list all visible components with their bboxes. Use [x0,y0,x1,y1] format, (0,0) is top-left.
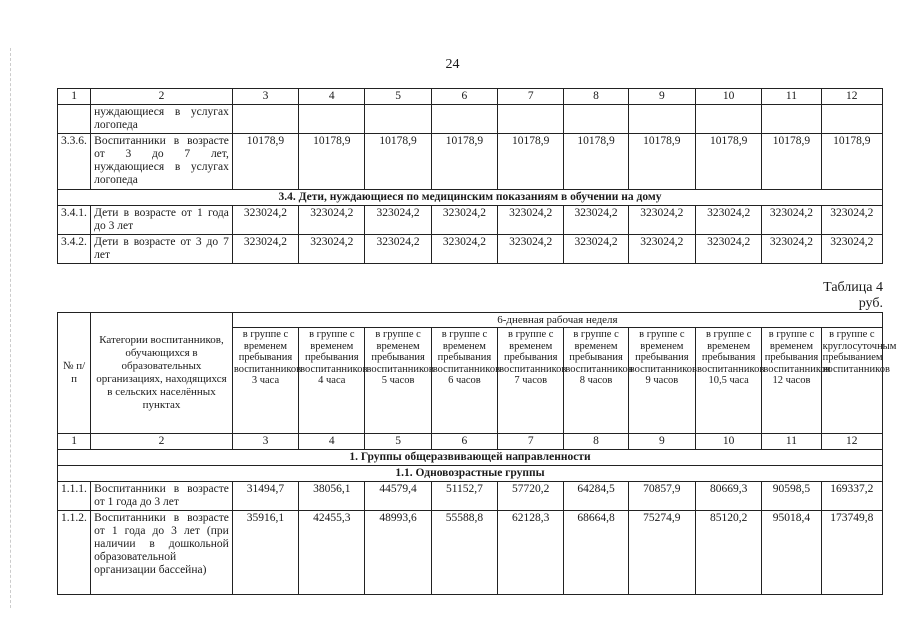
header-num-row [58,434,883,450]
value-cell: 323024,2 [821,235,882,264]
row-label: Воспитанники в возрасте от 1 года до 3 лет (при наличии в дошкольной образовательной организации бассейна) [91,511,233,595]
col-number: 1 [58,434,91,450]
value-cell: 169337,2 [821,482,882,511]
col-number: 5 [365,89,431,105]
col-number: 8 [564,89,628,105]
row-number: 3.3.6. [58,134,91,190]
value-cell: 323024,2 [431,235,497,264]
value-cell: 323024,2 [365,206,431,235]
value-cell: 75274,9 [628,511,695,595]
row-label: Дети в возрасте от 1 года до 3 лет [91,206,233,235]
value-cell: 323024,2 [564,206,628,235]
value-cell: 323024,2 [564,235,628,264]
value-cell: 323024,2 [821,206,882,235]
value-cell: 10178,9 [232,134,298,190]
subheader-cell: в группе с временем пребывания воспитанников 8 часов [564,328,628,434]
value-cell: 55588,8 [431,511,497,595]
subheader-cell: в группе с временем пребывания воспитанников 12 часов [762,328,821,434]
value-cell: 323024,2 [628,235,695,264]
value-cell: 323024,2 [299,206,365,235]
value-cell: 10178,9 [498,134,564,190]
table-unit: руб. [858,296,883,311]
row-label: Воспитанники в возрасте от 3 до 7 лет, нуждающиеся в услугах логопеда [91,134,233,190]
value-cell: 38056,1 [299,482,365,511]
margin-line [10,48,12,608]
value-cell: 68664,8 [564,511,628,595]
table-row [58,134,883,190]
value-cell: 323024,2 [232,206,298,235]
value-cell: 42455,3 [299,511,365,595]
value-cell: 48993,6 [365,511,431,595]
table-row [58,235,883,264]
row-number: 3.4.2. [58,235,91,264]
col-number: 5 [365,434,431,450]
value-cell: 64284,5 [564,482,628,511]
value-cell: 323024,2 [299,235,365,264]
value-cell: 35916,1 [232,511,298,595]
col-category-header: Категории воспитанников, обучающихся в образовательных организациях, находящихся в сельских населённых пунктах [91,313,233,434]
col-number: 11 [762,434,821,450]
col-number: 8 [564,434,628,450]
value-cell: 51152,7 [431,482,497,511]
col-number: 9 [628,89,695,105]
section-row [58,190,883,206]
col-number: 10 [696,89,762,105]
value-cell: 85120,2 [696,511,762,595]
col-number: 2 [91,89,233,105]
table-row [58,206,883,235]
subheader-cell: в группе с временем пребывания воспитанников 9 часов [628,328,695,434]
row-number [58,105,91,134]
section-row [58,450,883,466]
subheader-cell: в группе с временем пребывания воспитанников 6 часов [431,328,497,434]
table-continuation [57,88,883,264]
value-cell: 323024,2 [628,206,695,235]
table-row [58,105,883,134]
value-cell: 70857,9 [628,482,695,511]
col-number: 2 [91,434,233,450]
subheader-cell: в группе с временем пребывания воспитанников 10,5 часа [696,328,762,434]
subheader-cell: в группе с временем пребывания воспитанников 4 часа [299,328,365,434]
value-cell: 173749,8 [821,511,882,595]
row-number: 1.1.2. [58,511,91,595]
subheader-cell: в группе с временем пребывания воспитанников 3 часа [232,328,298,434]
value-cell: 90598,5 [762,482,821,511]
subheader-cell: в группе с временем пребывания воспитанников 7 часов [498,328,564,434]
value-cell: 323024,2 [498,235,564,264]
col-number: 12 [821,434,882,450]
value-cell: 323024,2 [431,206,497,235]
col-number: 1 [58,89,91,105]
col-number: 9 [628,434,695,450]
col-number: 7 [498,434,564,450]
value-cell: 323024,2 [696,206,762,235]
value-cell: 10178,9 [431,134,497,190]
table-4 [57,312,897,595]
section-title: 3.4. Дети, нуждающиеся по медицинским показаниям в обучении на дому [58,190,883,206]
section-title: 1. Группы общеразвивающей направленности [58,450,883,466]
value-cell: 323024,2 [762,206,821,235]
table-row [58,511,883,595]
row-number: 3.4.1. [58,206,91,235]
value-cell: 323024,2 [365,235,431,264]
value-cell: 323024,2 [762,235,821,264]
value-cell: 323024,2 [696,235,762,264]
col-number: 11 [762,89,821,105]
subheader-cell: в группе с круглосуточным пребыванием воспитанников [821,328,882,434]
col-number: 4 [299,89,365,105]
col-number: 10 [696,434,762,450]
table-caption [823,280,883,312]
section-row [58,466,883,482]
value-cell: 10178,9 [628,134,695,190]
value-cell: 10178,9 [564,134,628,190]
value-cell: 10178,9 [762,134,821,190]
value-cell: 31494,7 [232,482,298,511]
col-number: 6 [431,434,497,450]
value-cell: 62128,3 [498,511,564,595]
value-cell: 10178,9 [696,134,762,190]
col-number: 12 [821,89,882,105]
row-label: Воспитанники в возрасте от 1 года до 3 лет [91,482,233,511]
header-row [58,313,883,328]
col-number: 6 [431,89,497,105]
table-title: Таблица 4 [823,280,883,295]
value-cell: 323024,2 [498,206,564,235]
table-row [58,482,883,511]
col-number: 3 [232,434,298,450]
row-label: нуждающиеся в услугах логопеда [91,105,233,134]
value-cell: 57720,2 [498,482,564,511]
header-num-row [58,89,883,105]
value-cell: 323024,2 [232,235,298,264]
col-number: 4 [299,434,365,450]
col-number: 3 [232,89,298,105]
col-number: 7 [498,89,564,105]
group-header: 6-дневная рабочая неделя [232,313,882,328]
value-cell: 95018,4 [762,511,821,595]
value-cell: 10178,9 [821,134,882,190]
row-label: Дети в возрасте от 3 до 7 лет [91,235,233,264]
value-cell: 80669,3 [696,482,762,511]
subheader-cell: в группе с временем пребывания воспитанников 5 часов [365,328,431,434]
value-cell: 10178,9 [299,134,365,190]
value-cell: 10178,9 [365,134,431,190]
page-number: 24 [445,57,460,72]
row-number: 1.1.1. [58,482,91,511]
value-cell: 44579,4 [365,482,431,511]
subsection-title: 1.1. Одновозрастные группы [58,466,883,482]
col-num-header: № п/п [58,313,91,434]
